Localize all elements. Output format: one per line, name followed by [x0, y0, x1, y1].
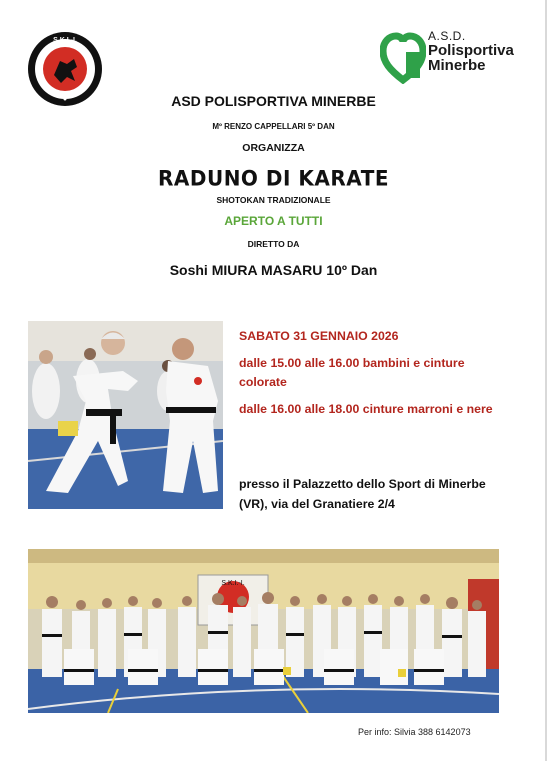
master-line: Mº RENZO CAPPELLARI 5º DAN [212, 122, 335, 131]
polisportiva-logo [380, 28, 514, 88]
poli-town: Minerbe [428, 57, 486, 75]
poli-name: Polisportiva [428, 41, 514, 59]
instructor-name: Soshi MIURA MASARU 10º Dan [169, 262, 378, 278]
organizes-line: ORGANIZZA [242, 142, 305, 154]
ski-logo-text: S.K.I.-I. [53, 37, 77, 44]
schedule-slot-2: dalle 16.00 alle 18.00 cinture marroni e nere [239, 402, 493, 416]
venue-address: presso il Palazzetto dello Sport di Minerbe (VR), via del Granatiere 2/4 [239, 477, 486, 511]
association-title: ASD POLISPORTIVA MINERBE [171, 93, 376, 109]
contact-info: Per info: Silvia 388 6142073 [358, 727, 471, 737]
schedule-slot-1: dalle 15.00 alle 16.00 bambini e cinture colorate [239, 356, 465, 389]
directed-by: DIRETTO DA [247, 239, 300, 249]
karate-demo-photo [28, 321, 223, 509]
open-to-all: APERTO A TUTTI [224, 214, 323, 228]
banner-text: S.K.I.-I. [221, 580, 245, 587]
style-line: SHOTOKAN TRADIZIONALE [216, 195, 331, 205]
heart-logo-icon [380, 32, 426, 84]
event-date: SABATO 31 GENNAIO 2026 [239, 329, 399, 343]
group-photo [28, 549, 499, 713]
event-title: RADUNO DI KARATE [157, 165, 390, 191]
poli-asd: A.S.D. [428, 29, 466, 43]
